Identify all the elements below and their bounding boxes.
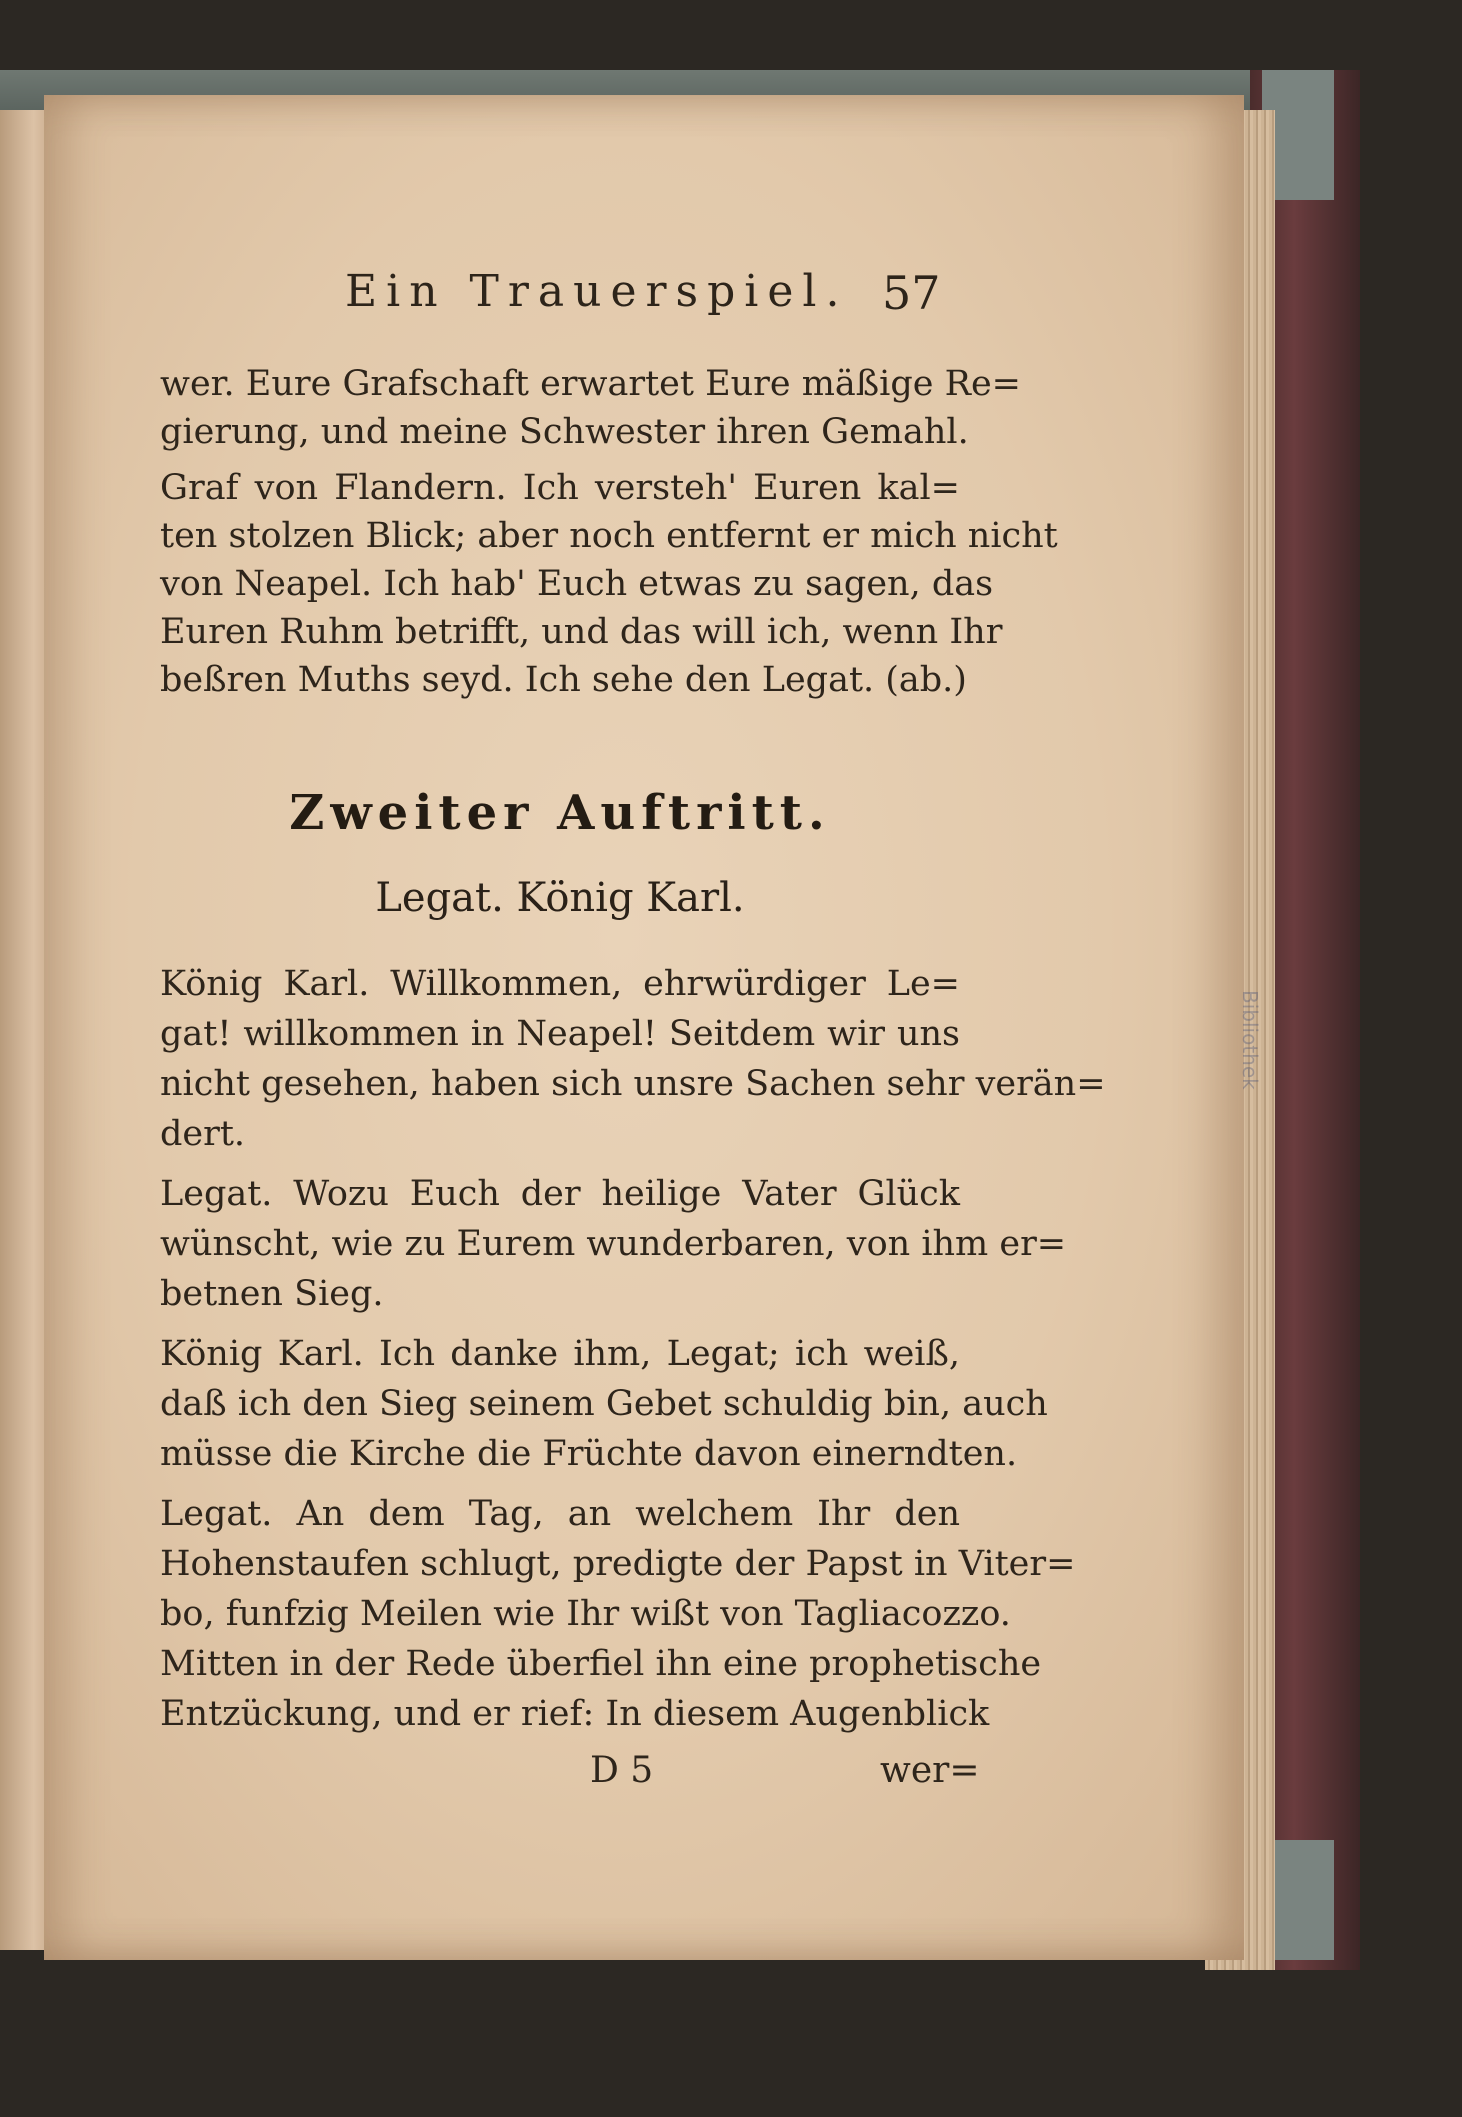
text-line: Euren Ruhm betrifft, und das will ich, wenn Ihr: [160, 612, 1003, 652]
text-line: ten stolzen Blick; aber noch entfernt er mich nicht: [160, 516, 1058, 556]
text-line: König Karl. Willkommen, ehrwürdiger Le=: [160, 964, 960, 1004]
text-line: gierung, und meine Schwester ihren Gemahl.: [160, 412, 969, 452]
text-line: gat! willkommen in Neapel! Seitdem wir uns: [160, 1014, 960, 1054]
text-line: Graf von Flandern. Ich versteh' Euren kal=: [160, 468, 960, 508]
page-number: 57: [882, 266, 941, 320]
text-line: betnen Sieg.: [160, 1274, 384, 1314]
text-line: König Karl. Ich danke ihm, Legat; ich weiß,: [160, 1334, 960, 1374]
scene-characters: Legat. König Karl.: [375, 875, 745, 921]
text-line: Legat. Wozu Euch der heilige Vater Glück: [160, 1174, 960, 1214]
catchword: wer=: [880, 1750, 980, 1791]
text-line: wünscht, wie zu Eurem wunderbaren, von ihm er=: [160, 1224, 1067, 1264]
text-line: Entzückung, und er rief: In diesem Augenblick: [160, 1694, 990, 1734]
text-line: nicht gesehen, haben sich unsre Sachen sehr verän=: [160, 1064, 1106, 1104]
text-line: Hohenstaufen schlugt, predigte der Papst in Viter=: [160, 1544, 1076, 1584]
text-line: von Neapel. Ich hab' Euch etwas zu sagen, das: [160, 564, 994, 604]
text-line: beßren Muths seyd. Ich sehe den Legat. (ab.): [160, 660, 967, 700]
text-line: wer. Eure Grafschaft erwartet Eure mäßige Re=: [160, 364, 1021, 404]
text-line: bo, funfzig Meilen wie Ihr wißt von Tagliacozzo.: [160, 1594, 1011, 1634]
text-line: Legat. An dem Tag, an welchem Ihr den: [160, 1494, 960, 1534]
text-line: müsse die Kirche die Früchte davon einerndten.: [160, 1434, 1018, 1474]
text-line: daß ich den Sieg seinem Gebet schuldig bin, auch: [160, 1384, 1048, 1424]
text-line: Mitten in der Rede überfiel ihn eine prophetische: [160, 1644, 1042, 1684]
library-stamp: Bibliothek: [1238, 990, 1262, 1090]
left-page-edge: [0, 110, 48, 1950]
running-title: Ein Trauerspiel.: [345, 266, 849, 317]
scene-heading: Zweiter Auftritt.: [289, 785, 831, 841]
signature-mark: D 5: [590, 1750, 654, 1791]
text-line: dert.: [160, 1114, 246, 1154]
